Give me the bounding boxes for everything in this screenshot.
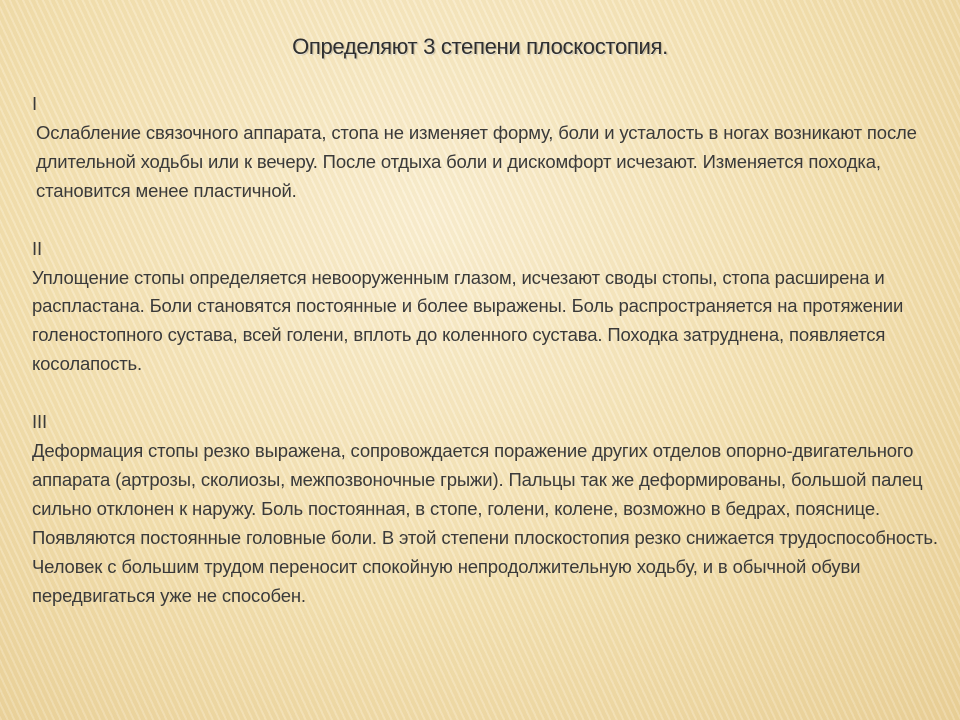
slide-title: Определяют 3 степени плоскостопия. bbox=[292, 34, 668, 59]
slide-body bbox=[32, 90, 942, 611]
degree-label: I bbox=[32, 93, 37, 114]
degree-description: Ослабление связочного аппарата, стопа не изменяет форму, боли и усталость в ногах возникают после длительной ходьбы или к вечеру. После отдыха боли и дискомфорт исчезают. Изменяется походка, становится менее пластичной. bbox=[36, 121, 917, 201]
degree-section-3 bbox=[32, 408, 942, 610]
degree-description: Уплощение стопы определяется невооруженным глазом, исчезают своды стопы, стопа расширена и распластана. Боли становятся постоянные и более выражены. Боль распространяется на протяжении голеностопного сустава, всей голени, вплоть до коленного сустава. Походка затруднена, появляется косолапость. bbox=[32, 266, 904, 375]
degree-section-1 bbox=[32, 90, 942, 206]
degree-description: Деформация стопы резко выражена, сопровождается поражение других отделов опорно-двигательного аппарата (артрозы, сколиозы, межпозвоночные грыжи). Пальцы так же деформированы, большой палец сильно отклонен к наружу. Боль постоянная, в стопе, голени, колене, возможно в бедрах, пояснице. Появляются постоянные головные боли. В этой степени плоскостопия резко снижается трудоспособность. Человек с большим трудом переносит спокойную непродолжительную ходьбу, и в обычной обуви передвигаться уже не способен. bbox=[32, 440, 938, 606]
degree-label: II bbox=[32, 237, 42, 259]
degree-label: III bbox=[32, 411, 47, 433]
degree-section-2 bbox=[32, 235, 942, 380]
